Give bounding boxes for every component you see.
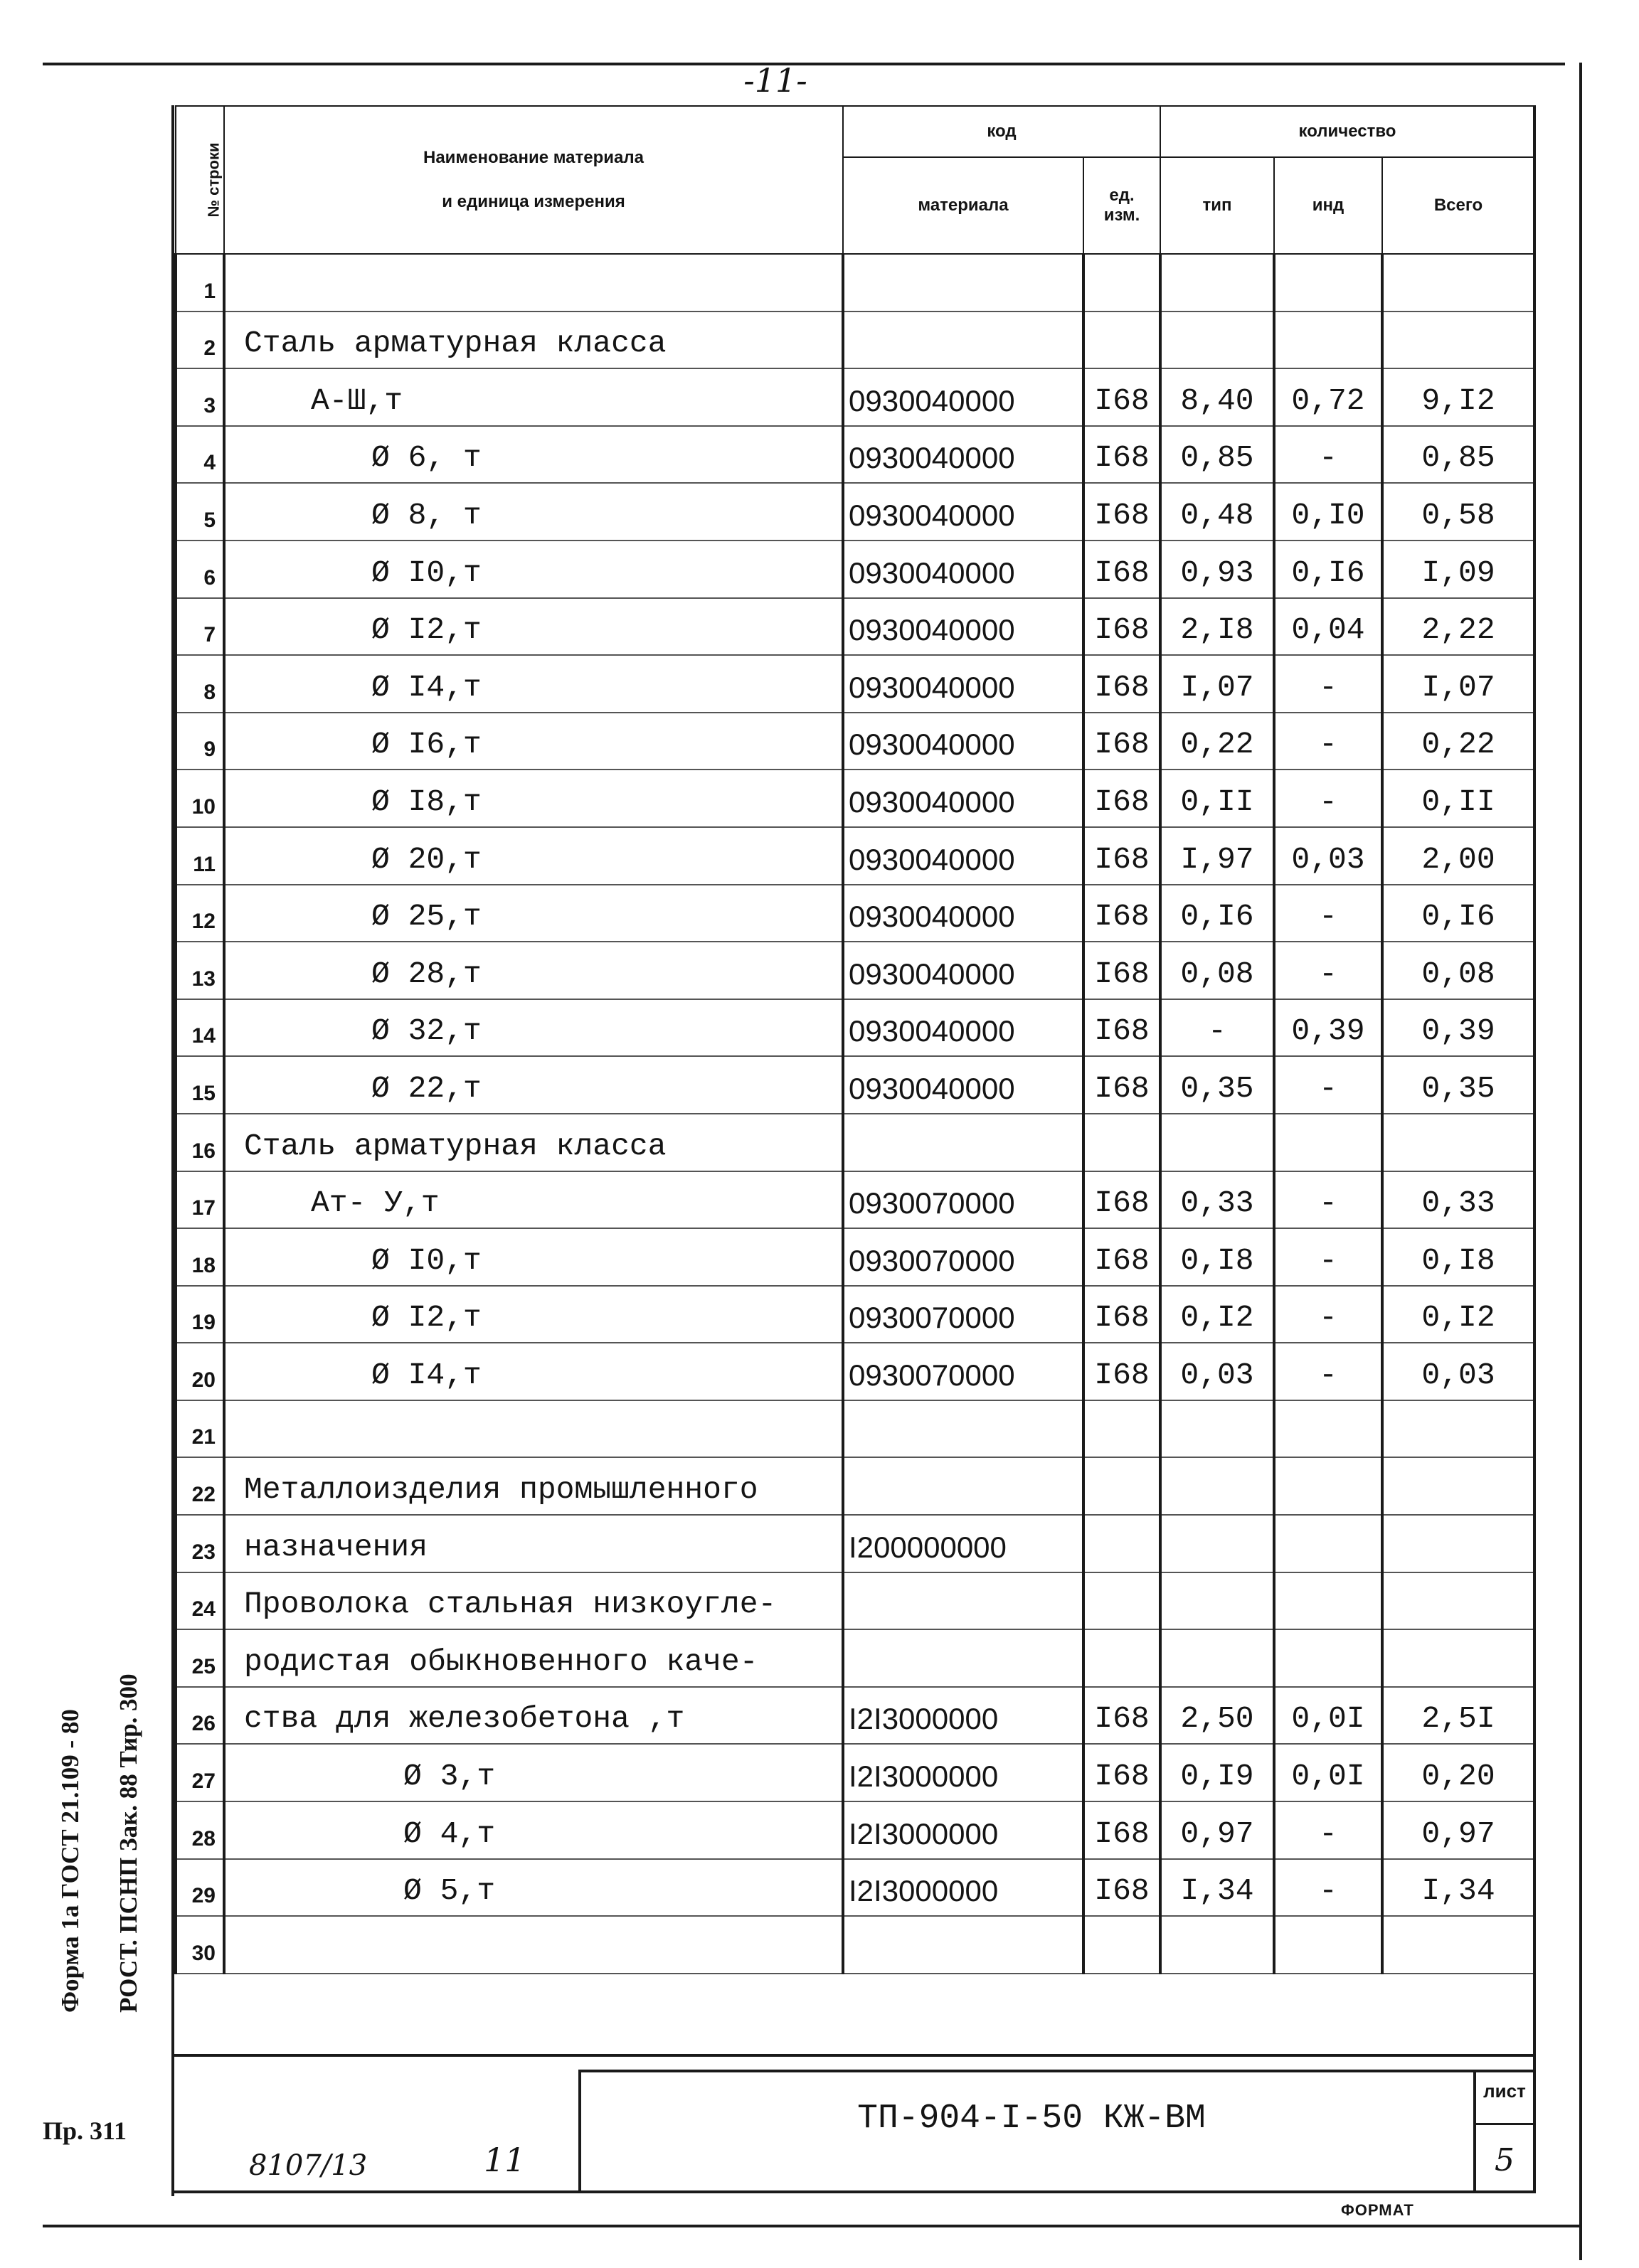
qty-ind xyxy=(1274,1114,1382,1171)
table-row xyxy=(176,368,1534,426)
material-code: 0930070000 xyxy=(843,1171,1083,1229)
material-name: Ø 20,т xyxy=(224,827,843,885)
qty-ind: - xyxy=(1274,1171,1382,1229)
side-order-number: Пр. 311 xyxy=(43,2117,127,2145)
unit-code: I68 xyxy=(1083,598,1160,656)
material-code: 0930040000 xyxy=(843,368,1083,426)
qty-total: I,09 xyxy=(1382,541,1534,598)
row-number: 20 xyxy=(176,1343,224,1400)
material-name: Ат- У,т xyxy=(224,1171,843,1229)
material-code xyxy=(843,1572,1083,1630)
qty-ind: 0,72 xyxy=(1274,368,1382,426)
unit-code: I68 xyxy=(1083,655,1160,713)
material-code: I2I3000000 xyxy=(843,1744,1083,1801)
material-code: 0930040000 xyxy=(843,942,1083,999)
unit-code: I68 xyxy=(1083,942,1160,999)
qty-type xyxy=(1160,254,1274,312)
material-name: Ø 22,т xyxy=(224,1056,843,1114)
material-name: Ø 8, т xyxy=(224,483,843,541)
qty-total: 0,II xyxy=(1382,770,1534,827)
material-name: ства для железобетона ,т xyxy=(224,1687,843,1745)
material-code: 0930040000 xyxy=(843,1056,1083,1114)
unit-code: I68 xyxy=(1083,999,1160,1057)
material-name: родистая обыкновенного каче- xyxy=(224,1629,843,1687)
qty-type: 0,97 xyxy=(1160,1801,1274,1859)
materials-table-body xyxy=(176,254,1534,1974)
table-row xyxy=(176,1286,1534,1343)
qty-ind: 0,03 xyxy=(1274,827,1382,885)
material-name: Ø I2,т xyxy=(224,598,843,656)
material-name: Ø I2,т xyxy=(224,1286,843,1343)
table-row xyxy=(176,885,1534,942)
row-number: 24 xyxy=(176,1572,224,1630)
material-name: Ø 28,т xyxy=(224,942,843,999)
table-row xyxy=(176,1572,1534,1630)
qty-total: 0,39 xyxy=(1382,999,1534,1057)
unit-code: I68 xyxy=(1083,1744,1160,1801)
qty-total: 0,58 xyxy=(1382,483,1534,541)
row-number: 28 xyxy=(176,1801,224,1859)
table-row xyxy=(176,312,1534,369)
row-number: 11 xyxy=(176,827,224,885)
header-qty-ind: инд xyxy=(1274,157,1382,254)
qty-type: 0,35 xyxy=(1160,1056,1274,1114)
unit-code xyxy=(1083,312,1160,369)
material-name: Сталь арматурная класса xyxy=(224,312,843,369)
unit-code: I68 xyxy=(1083,1801,1160,1859)
material-name: Ø I0,т xyxy=(224,541,843,598)
qty-total xyxy=(1382,1916,1534,1974)
table-row xyxy=(176,426,1534,484)
qty-total: 0,97 xyxy=(1382,1801,1534,1859)
row-number: 10 xyxy=(176,770,224,827)
unit-code: I68 xyxy=(1083,770,1160,827)
qty-type xyxy=(1160,1400,1274,1458)
side-form-line2: РОСТ. ПСНП Зак. 88 Тир. 300 xyxy=(115,1673,142,2013)
unit-code xyxy=(1083,254,1160,312)
unit-code: I68 xyxy=(1083,1687,1160,1745)
table-row xyxy=(176,483,1534,541)
footer-right-line xyxy=(1533,105,1536,2192)
material-code: 0930040000 xyxy=(843,541,1083,598)
unit-code: I68 xyxy=(1083,426,1160,484)
qty-total xyxy=(1382,1572,1534,1630)
qty-ind xyxy=(1274,1629,1382,1687)
row-number: 7 xyxy=(176,598,224,656)
qty-total xyxy=(1382,1629,1534,1687)
unit-code xyxy=(1083,1400,1160,1458)
table-row xyxy=(176,827,1534,885)
header-qty-total: Всего xyxy=(1382,157,1534,254)
qty-total: 2,5I xyxy=(1382,1687,1534,1745)
qty-type xyxy=(1160,1114,1274,1171)
qty-type xyxy=(1160,1916,1274,1974)
qty-ind: - xyxy=(1274,1343,1382,1400)
qty-total: I,34 xyxy=(1382,1859,1534,1917)
table-row xyxy=(176,1801,1534,1859)
row-number: 23 xyxy=(176,1515,224,1572)
qty-type: 0,85 xyxy=(1160,426,1274,484)
material-code: I2I3000000 xyxy=(843,1859,1083,1917)
footer-stamp-left-line xyxy=(578,2070,581,2192)
row-number: 21 xyxy=(176,1400,224,1458)
row-number: 27 xyxy=(176,1744,224,1801)
qty-ind xyxy=(1274,1515,1382,1572)
qty-ind xyxy=(1274,1400,1382,1458)
qty-type: I,97 xyxy=(1160,827,1274,885)
qty-type: 0,I6 xyxy=(1160,885,1274,942)
qty-type: 0,03 xyxy=(1160,1343,1274,1400)
qty-ind: 0,04 xyxy=(1274,598,1382,656)
qty-type: 0,I9 xyxy=(1160,1744,1274,1801)
material-name: А-Ш,т xyxy=(224,368,843,426)
row-number: 29 xyxy=(176,1859,224,1917)
qty-type xyxy=(1160,1629,1274,1687)
qty-ind xyxy=(1274,1457,1382,1515)
qty-type: 0,II xyxy=(1160,770,1274,827)
material-code xyxy=(843,1457,1083,1515)
qty-type: - xyxy=(1160,999,1274,1057)
unit-code: I68 xyxy=(1083,885,1160,942)
material-code: 0930040000 xyxy=(843,655,1083,713)
table-row xyxy=(176,1228,1534,1286)
qty-ind: - xyxy=(1274,1056,1382,1114)
qty-total: 0,33 xyxy=(1382,1171,1534,1229)
unit-code: I68 xyxy=(1083,1171,1160,1229)
material-code: 0930040000 xyxy=(843,426,1083,484)
qty-type xyxy=(1160,312,1274,369)
material-name: Ø I4,т xyxy=(224,1343,843,1400)
header-code-group: код xyxy=(843,106,1160,157)
unit-code: I68 xyxy=(1083,827,1160,885)
qty-ind: 0,I6 xyxy=(1274,541,1382,598)
row-number: 14 xyxy=(176,999,224,1057)
bottom-border-line xyxy=(43,2225,1582,2227)
qty-total xyxy=(1382,1114,1534,1171)
qty-total: 0,35 xyxy=(1382,1056,1534,1114)
unit-code xyxy=(1083,1515,1160,1572)
table-row xyxy=(176,1114,1534,1171)
side-form-line1: Форма 1а ГОСТ 21.109 - 80 xyxy=(56,1709,84,2013)
material-name: Сталь арматурная класса xyxy=(224,1114,843,1171)
material-name xyxy=(224,1400,843,1458)
header-qty-type: тип xyxy=(1160,157,1274,254)
qty-ind xyxy=(1274,1572,1382,1630)
qty-type xyxy=(1160,1515,1274,1572)
table-row xyxy=(176,1171,1534,1229)
material-code: 0930070000 xyxy=(843,1286,1083,1343)
table-row xyxy=(176,254,1534,312)
table-row xyxy=(176,942,1534,999)
material-code xyxy=(843,312,1083,369)
qty-total: 0,20 xyxy=(1382,1744,1534,1801)
qty-total xyxy=(1382,254,1534,312)
table-row xyxy=(176,598,1534,656)
qty-total: 0,I2 xyxy=(1382,1286,1534,1343)
material-name xyxy=(224,254,843,312)
material-code: 0930040000 xyxy=(843,770,1083,827)
row-number: 2 xyxy=(176,312,224,369)
header-code-unit xyxy=(1083,157,1160,254)
row-number: 25 xyxy=(176,1629,224,1687)
material-code: 0930040000 xyxy=(843,483,1083,541)
header-quantity-group: количество xyxy=(1160,106,1534,157)
material-code: 0930070000 xyxy=(843,1343,1083,1400)
qty-total xyxy=(1382,1457,1534,1515)
row-number: 6 xyxy=(176,541,224,598)
material-code: 0930070000 xyxy=(843,1228,1083,1286)
material-name: Ø I6,т xyxy=(224,713,843,770)
row-number: 26 xyxy=(176,1687,224,1745)
qty-ind: 0,0I xyxy=(1274,1744,1382,1801)
format-label: ФОРМАТ xyxy=(1341,2201,1414,2219)
table-row xyxy=(176,770,1534,827)
material-name xyxy=(224,1916,843,1974)
material-name: Проволока стальная низкоугле- xyxy=(224,1572,843,1630)
material-name: Ø 32,т xyxy=(224,999,843,1057)
qty-ind xyxy=(1274,1916,1382,1974)
header-code-unit-line2: изм. xyxy=(1103,206,1140,225)
material-name: Ø 25,т xyxy=(224,885,843,942)
material-code xyxy=(843,1114,1083,1171)
row-number: 19 xyxy=(176,1286,224,1343)
qty-total xyxy=(1382,312,1534,369)
qty-ind xyxy=(1274,254,1382,312)
table-row xyxy=(176,655,1534,713)
qty-type: 0,93 xyxy=(1160,541,1274,598)
table-row xyxy=(176,541,1534,598)
row-number: 13 xyxy=(176,942,224,999)
material-name: назначения xyxy=(224,1515,843,1572)
qty-ind: - xyxy=(1274,1228,1382,1286)
qty-ind: - xyxy=(1274,426,1382,484)
qty-type: I,34 xyxy=(1160,1859,1274,1917)
qty-total: 0,I8 xyxy=(1382,1228,1534,1286)
table-row xyxy=(176,1400,1534,1458)
qty-total: 0,I6 xyxy=(1382,885,1534,942)
row-number: 16 xyxy=(176,1114,224,1171)
row-number: 17 xyxy=(176,1171,224,1229)
row-number: 15 xyxy=(176,1056,224,1114)
inventory-number: 8107/13 xyxy=(249,2149,368,2182)
material-code: 0930040000 xyxy=(843,827,1083,885)
row-number: 4 xyxy=(176,426,224,484)
unit-code xyxy=(1083,1457,1160,1515)
unit-code: I68 xyxy=(1083,541,1160,598)
material-code: 0930040000 xyxy=(843,999,1083,1057)
material-code xyxy=(843,1629,1083,1687)
unit-code xyxy=(1083,1916,1160,1974)
unit-code: I68 xyxy=(1083,1286,1160,1343)
material-code: 0930040000 xyxy=(843,713,1083,770)
side-form-stamp xyxy=(41,1673,158,2013)
table-row xyxy=(176,1859,1534,1917)
material-code: I200000000 xyxy=(843,1515,1083,1572)
qty-total: 0,85 xyxy=(1382,426,1534,484)
material-code: 0930040000 xyxy=(843,885,1083,942)
material-code: 0930040000 xyxy=(843,598,1083,656)
sheet-number: 5 xyxy=(1495,2142,1515,2178)
row-number: 8 xyxy=(176,655,224,713)
qty-total xyxy=(1382,1400,1534,1458)
qty-ind: - xyxy=(1274,713,1382,770)
material-name: Ø 4,т xyxy=(224,1801,843,1859)
material-name: Ø I0,т xyxy=(224,1228,843,1286)
table-row xyxy=(176,1629,1534,1687)
table-row xyxy=(176,1457,1534,1515)
footer-bottom-line xyxy=(174,2190,1536,2193)
unit-code: I68 xyxy=(1083,713,1160,770)
unit-code: I68 xyxy=(1083,1343,1160,1400)
right-border-line xyxy=(1579,63,1582,2260)
qty-type xyxy=(1160,1457,1274,1515)
row-number: 30 xyxy=(176,1916,224,1974)
material-name: Ø I4,т xyxy=(224,655,843,713)
header-name-line2: и единица измерения xyxy=(442,192,625,211)
inventory-mark: 11 xyxy=(484,2141,526,2179)
table-row xyxy=(176,1056,1534,1114)
qty-ind: - xyxy=(1274,1286,1382,1343)
qty-total: 2,22 xyxy=(1382,598,1534,656)
qty-ind: 0,0I xyxy=(1274,1687,1382,1745)
qty-ind: 0,39 xyxy=(1274,999,1382,1057)
qty-type: 2,50 xyxy=(1160,1687,1274,1745)
table-row xyxy=(176,1916,1534,1974)
material-name: Ø 5,т xyxy=(224,1859,843,1917)
table-row xyxy=(176,1343,1534,1400)
qty-total: I,07 xyxy=(1382,655,1534,713)
unit-code: I68 xyxy=(1083,483,1160,541)
row-number: 5 xyxy=(176,483,224,541)
footer-top-line xyxy=(174,2054,1533,2057)
unit-code: I68 xyxy=(1083,1056,1160,1114)
qty-type: 0,I8 xyxy=(1160,1228,1274,1286)
qty-type: I,07 xyxy=(1160,655,1274,713)
row-number: 22 xyxy=(176,1457,224,1515)
qty-ind: - xyxy=(1274,1859,1382,1917)
qty-type: 0,I2 xyxy=(1160,1286,1274,1343)
header-code-unit-line1: ед. xyxy=(1109,186,1135,205)
unit-code xyxy=(1083,1114,1160,1171)
page-number: -11- xyxy=(743,61,807,100)
qty-ind: - xyxy=(1274,770,1382,827)
unit-code: I68 xyxy=(1083,1228,1160,1286)
material-code: I2I3000000 xyxy=(843,1801,1083,1859)
unit-code: I68 xyxy=(1083,368,1160,426)
qty-type: 0,48 xyxy=(1160,483,1274,541)
qty-type xyxy=(1160,1572,1274,1630)
footer-stamp-top-line xyxy=(578,2070,1533,2072)
qty-total: 0,08 xyxy=(1382,942,1534,999)
qty-total: 0,22 xyxy=(1382,713,1534,770)
qty-total: 0,03 xyxy=(1382,1343,1534,1400)
header-row-number-label: № строки xyxy=(204,142,223,218)
table-row xyxy=(176,713,1534,770)
qty-ind: 0,I0 xyxy=(1274,483,1382,541)
material-name: Ø 3,т xyxy=(224,1744,843,1801)
table-row xyxy=(176,1515,1534,1572)
row-number: 9 xyxy=(176,713,224,770)
table-row xyxy=(176,1744,1534,1801)
header-name xyxy=(224,106,843,254)
row-number: 3 xyxy=(176,368,224,426)
unit-code: I68 xyxy=(1083,1859,1160,1917)
qty-ind: - xyxy=(1274,655,1382,713)
header-name-line1: Наименование материала xyxy=(423,148,644,167)
material-name: Ø I8,т xyxy=(224,770,843,827)
qty-type: 8,40 xyxy=(1160,368,1274,426)
table-row xyxy=(176,1687,1534,1745)
qty-type: 0,33 xyxy=(1160,1171,1274,1229)
row-number: 1 xyxy=(176,254,224,312)
row-number: 18 xyxy=(176,1228,224,1286)
sheet-label: лист xyxy=(1483,2080,1526,2102)
header-code-material: материала xyxy=(843,157,1083,254)
qty-ind: - xyxy=(1274,942,1382,999)
qty-type: 0,22 xyxy=(1160,713,1274,770)
qty-ind: - xyxy=(1274,885,1382,942)
table-row xyxy=(176,999,1534,1057)
material-name: Ø 6, т xyxy=(224,426,843,484)
material-code xyxy=(843,254,1083,312)
materials-table xyxy=(174,105,1533,2054)
qty-type: 0,08 xyxy=(1160,942,1274,999)
row-number: 12 xyxy=(176,885,224,942)
qty-type: 2,I8 xyxy=(1160,598,1274,656)
header-row-number xyxy=(176,106,224,254)
document-code: ТП-904-I-50 КЖ-ВМ xyxy=(857,2099,1206,2138)
qty-total: 2,00 xyxy=(1382,827,1534,885)
material-name: Металлоизделия промышленного xyxy=(224,1457,843,1515)
material-code xyxy=(843,1400,1083,1458)
qty-total: 9,I2 xyxy=(1382,368,1534,426)
qty-ind xyxy=(1274,312,1382,369)
unit-code xyxy=(1083,1629,1160,1687)
unit-code xyxy=(1083,1572,1160,1630)
footer-sheet-divider xyxy=(1473,2123,1536,2125)
qty-total xyxy=(1382,1515,1534,1572)
material-code: I2I3000000 xyxy=(843,1687,1083,1745)
material-code xyxy=(843,1916,1083,1974)
qty-ind: - xyxy=(1274,1801,1382,1859)
